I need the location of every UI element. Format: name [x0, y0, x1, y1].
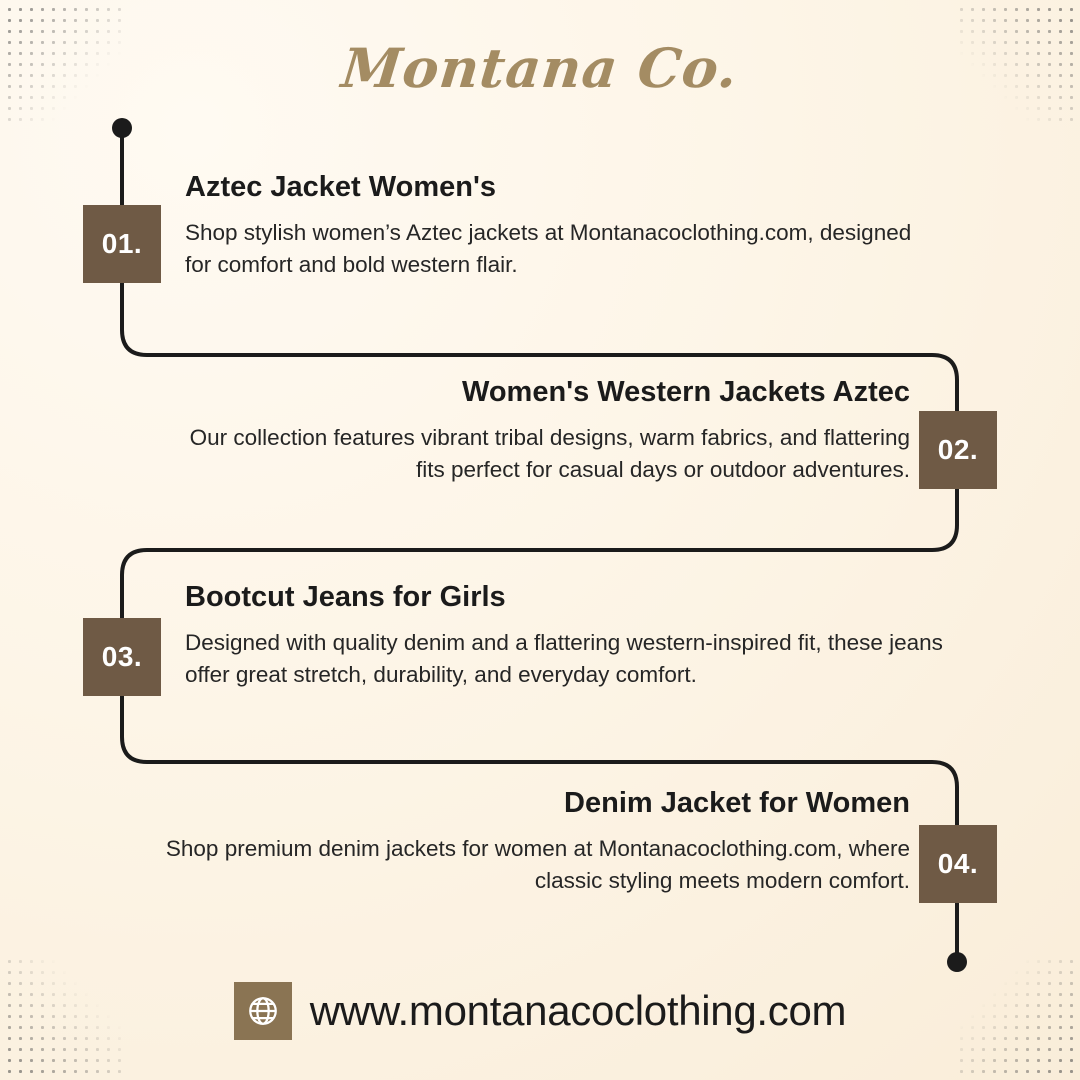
step-body-01: Shop stylish women’s Aztec jackets at Montanacoclothing.com, designed for comfort and bold western flair.: [185, 219, 912, 277]
step-body-04: Shop premium denim jackets for women at Montanacoclothing.com, where classic styling meets modern comfort.: [165, 835, 910, 893]
footer: [0, 982, 1080, 1040]
step-block-01: [185, 170, 925, 281]
step-title-01: Aztec Jacket Women's: [185, 171, 496, 203]
step-body-02: Our collection features vibrant tribal designs, warm fabrics, and flattering fits perfect for casual days or outdoor adventures.: [189, 424, 910, 482]
step-number-03: 03.: [83, 618, 161, 696]
step-title-03: Bootcut Jeans for Girls: [185, 581, 506, 613]
step-number-01: 01.: [83, 205, 161, 283]
step-block-02: [165, 375, 910, 486]
step-body-03: Designed with quality denim and a flattering western-inspired fit, these jeans offer great stretch, durability, and everyday comfort.: [185, 629, 943, 687]
globe-icon: [234, 982, 292, 1040]
step-block-04: [105, 786, 910, 897]
step-title-02: Women's Western Jackets Aztec: [462, 376, 910, 408]
brand-logo: Montana Co.: [338, 36, 742, 100]
step-number-04: 04.: [919, 825, 997, 903]
step-number-02: 02.: [919, 411, 997, 489]
website-url[interactable]: www.montanacoclothing.com: [309, 987, 847, 1034]
step-title-04: Denim Jacket for Women: [564, 787, 910, 819]
step-block-03: [185, 580, 960, 691]
